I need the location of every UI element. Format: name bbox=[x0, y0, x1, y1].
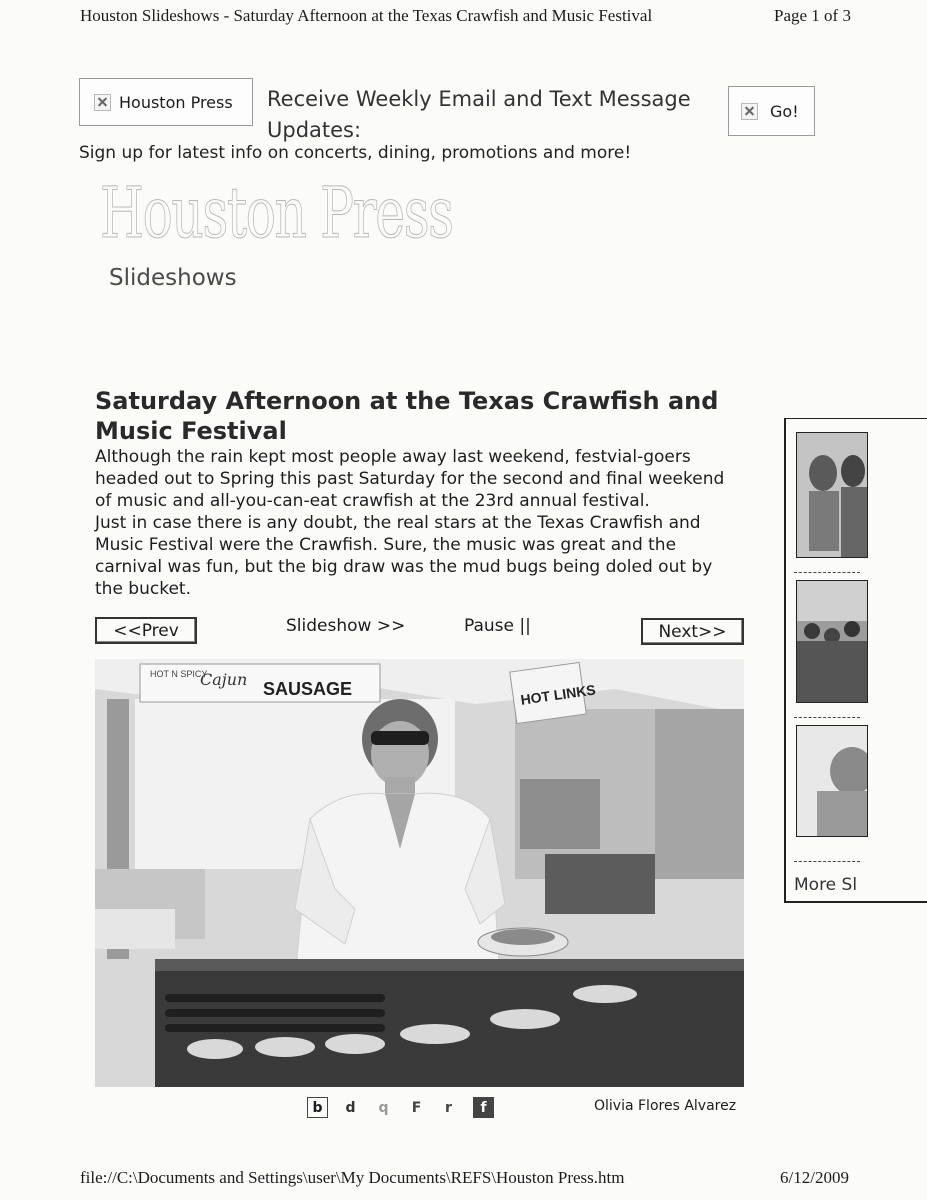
digg-icon[interactable]: d bbox=[345, 1099, 356, 1116]
share-icons bbox=[307, 1097, 537, 1121]
go-button[interactable] bbox=[728, 86, 815, 136]
thumbnail-2[interactable] bbox=[796, 580, 868, 703]
bloglines-icon[interactable]: b bbox=[307, 1097, 328, 1118]
print-page-number: Page 1 of 3 bbox=[774, 6, 851, 25]
slideshow-link[interactable]: Slideshow >> bbox=[286, 616, 406, 636]
print-header-title: Houston Slideshows - Saturday Afternoon at the Texas Crawfish and Music Festival bbox=[80, 6, 653, 25]
sign-script-text: Cajun bbox=[200, 670, 248, 689]
slideshow-thumbnail-rail bbox=[784, 418, 927, 903]
sign-hot-links-text: HOT LINKS bbox=[519, 681, 597, 708]
logo-text: Houston Press bbox=[100, 172, 453, 254]
facebook-icon[interactable]: f bbox=[473, 1097, 494, 1118]
article-paragraph: Just in case there is any doubt, the real stars at the Texas Crawfish and Music Festival were the Crawfish. Sure, the music was great and the carnival was fun, but the big draw was the mud bugs being doled out by the bucket. bbox=[95, 513, 713, 599]
thumbnail-divider bbox=[794, 717, 860, 718]
thumbnail-1-image bbox=[797, 433, 867, 557]
print-footer-date: 6/12/2009 bbox=[780, 1168, 849, 1187]
furl-icon[interactable]: F bbox=[411, 1099, 422, 1116]
sausage-sign bbox=[140, 664, 380, 702]
thumbnail-3[interactable] bbox=[796, 725, 868, 837]
pause-link[interactable]: Pause || bbox=[464, 616, 531, 636]
article-paragraph: Although the rain kept most people away last weekend, festvial-goers headed out to Spring this past Saturday for the second and final weekend of music and all-you-can-eat crawfish at the 23rd annual festival. bbox=[95, 447, 725, 511]
photo-canvas bbox=[95, 659, 744, 1087]
next-button[interactable]: Next>> bbox=[641, 618, 744, 645]
thumbnail-1[interactable] bbox=[796, 432, 868, 558]
article-title: Saturday Afternoon at the Texas Crawfish and Music Festival bbox=[95, 387, 719, 445]
photo-credit: Olivia Flores Alvarez bbox=[594, 1098, 737, 1114]
reddit-icon[interactable]: r bbox=[445, 1099, 452, 1116]
thumbnail-2-image bbox=[797, 581, 867, 702]
broken-image-icon bbox=[741, 103, 758, 120]
thumbnail-divider bbox=[794, 861, 860, 862]
slideshow-photo[interactable] bbox=[95, 659, 744, 1087]
houston-press-image-placeholder bbox=[79, 78, 253, 126]
thumbnail-divider bbox=[794, 572, 860, 573]
signup-heading: Receive Weekly Email and Text Message Updates: bbox=[267, 87, 691, 142]
sign-small-text: HOT N SPICY bbox=[150, 669, 208, 679]
article-body bbox=[95, 446, 745, 600]
thumbnail-3-image bbox=[797, 726, 867, 836]
houston-press-logo[interactable] bbox=[100, 172, 453, 254]
houston-press-alt-text: Houston Press bbox=[119, 92, 233, 112]
go-button-label: Go! bbox=[770, 101, 799, 121]
more-slideshows-link[interactable]: More Sl bbox=[794, 875, 858, 895]
sign-main-text: SAUSAGE bbox=[263, 679, 353, 699]
slideshows-section-label: Slideshows bbox=[109, 265, 237, 291]
print-footer-path: file://C:\Documents and Settings\user\My Documents\REFS\Houston Press.htm bbox=[80, 1168, 625, 1187]
broken-image-icon bbox=[94, 94, 111, 111]
delicious-icon[interactable]: q bbox=[378, 1099, 389, 1116]
signup-subtext: Sign up for latest info on concerts, dining, promotions and more! bbox=[79, 143, 632, 163]
prev-button[interactable]: <<Prev bbox=[95, 617, 197, 644]
